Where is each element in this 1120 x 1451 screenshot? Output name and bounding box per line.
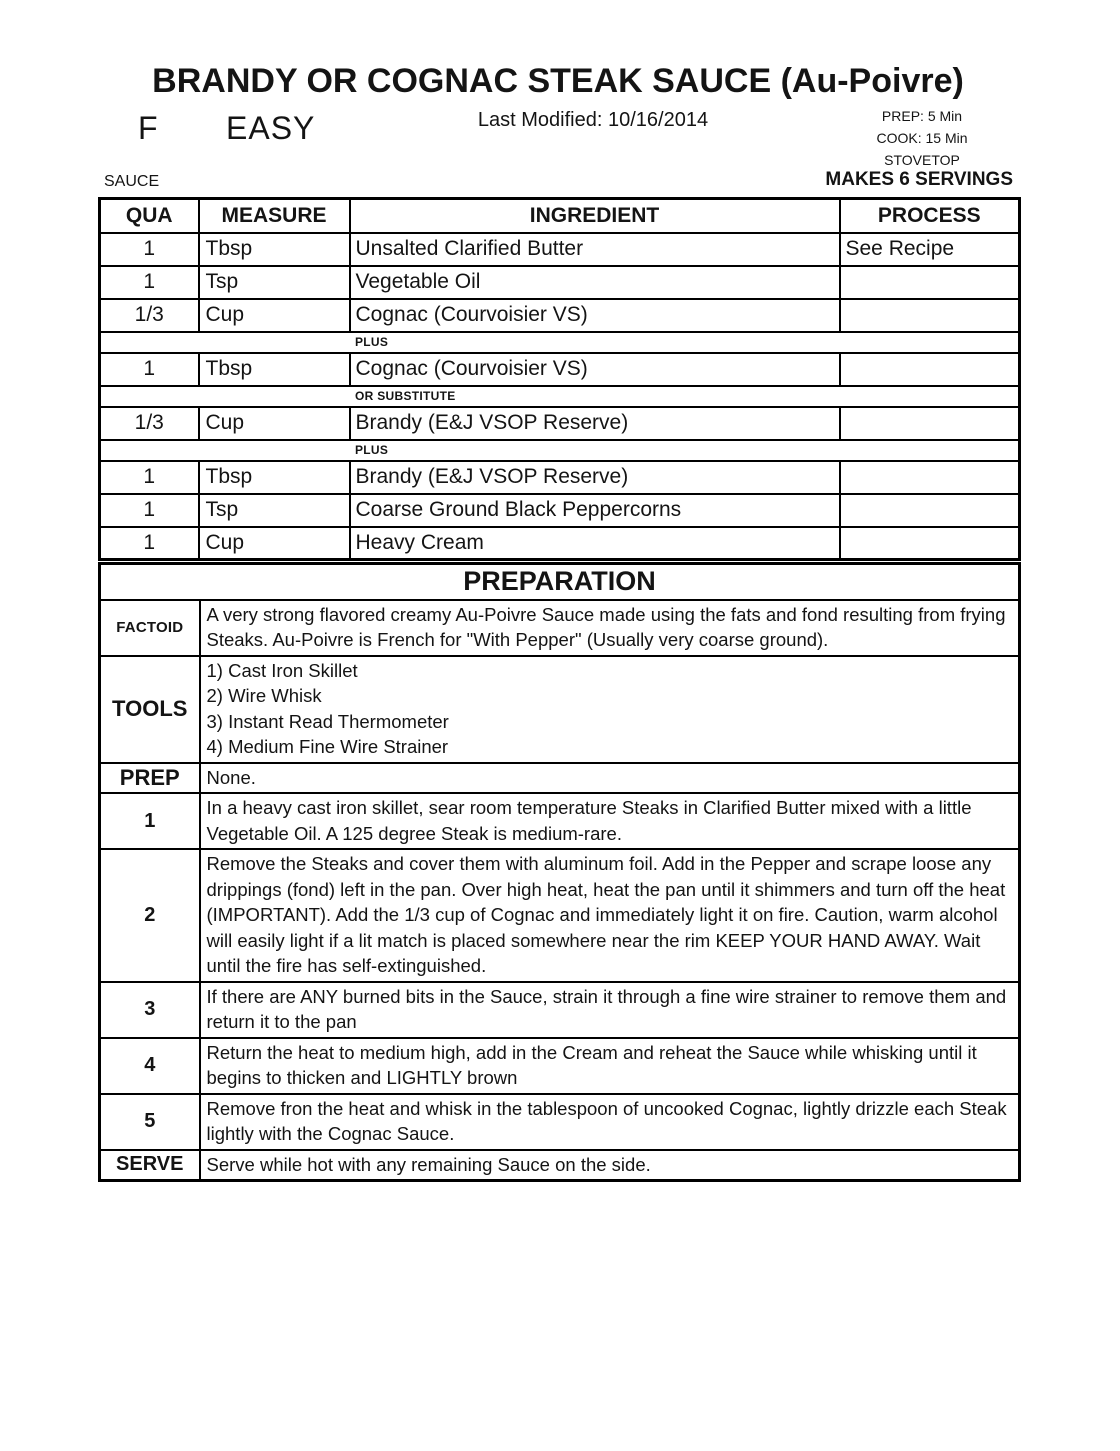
- ingredient-row: [100, 299, 1020, 332]
- step-text: If there are ANY burned bits in the Sauce, strain it through a fine wire strainer to remove them and return it to the pan: [200, 982, 1020, 1038]
- tool-item: 1) Cast Iron Skillet: [206, 659, 358, 681]
- qty-cell: 1: [100, 527, 199, 560]
- measure-cell: Cup: [199, 527, 350, 560]
- serve-text: Serve while hot with any remaining Sauce on the side.: [200, 1150, 1020, 1181]
- tools-list: [200, 656, 1020, 763]
- tools-row: [100, 656, 1020, 763]
- step-row: [100, 793, 1020, 849]
- prep-label: PREP: [100, 763, 200, 794]
- ingredient-cell: Unsalted Clarified Butter: [350, 233, 840, 266]
- tool-item: 4) Medium Fine Wire Strainer: [206, 736, 449, 757]
- step-text: In a heavy cast iron skillet, sear room temperature Steaks in Clarified Butter mixed with a little Vegetable Oil. A 125 degree Steak is medium-rare.: [200, 793, 1020, 849]
- ingredient-cell: Brandy (E&J VSOP Reserve): [350, 461, 840, 494]
- process-cell: See Recipe: [840, 233, 1020, 266]
- factoid-text: A very strong flavored creamy Au-Poivre Sauce made using the fats and fond resulting from frying Steaks. Au-Poivre is French for "With Pepper" (Usually very coarse ground).: [200, 600, 1020, 656]
- difficulty-label: EASY: [226, 110, 316, 146]
- last-modified: Last Modified: 10/16/2014: [477, 109, 709, 131]
- ingredient-row: [100, 233, 1020, 266]
- separator-label: OR SUBSTITUTE: [100, 386, 1020, 407]
- grade-label: F: [138, 110, 158, 146]
- measure-cell: Tbsp: [199, 353, 350, 386]
- step-row: [100, 1094, 1020, 1150]
- process-cell: [840, 353, 1020, 386]
- prep-text: None.: [200, 763, 1020, 794]
- step-number: 3: [100, 982, 200, 1038]
- measure-cell: Tbsp: [199, 233, 350, 266]
- process-cell: [840, 407, 1020, 440]
- ingredient-cell: Brandy (E&J VSOP Reserve): [350, 407, 840, 440]
- step-number: 4: [100, 1038, 200, 1094]
- ingredient-cell: Cognac (Courvoisier VS): [350, 353, 840, 386]
- cook-method: STOVETOP: [884, 152, 960, 168]
- prep-row: [100, 763, 1020, 794]
- ingredient-cell: Cognac (Courvoisier VS): [350, 299, 840, 332]
- measure-cell: Cup: [199, 407, 350, 440]
- step-text: Remove the Steaks and cover them with aluminum foil. Add in the Pepper and scrape loose any drippings (fond) left in the pan. Over high heat, heat the pan until it shimmers and turn off the heat (IMPORTANT). Add the 1/3 cup of Cognac and immediately light it on fire. Caution, warm alcohol will easily light if a lit match is placed somewhere near the rim KEEP YOUR HAND AWAY. Wait until the fire has self-extinguished.: [200, 849, 1020, 982]
- process-cell: [840, 494, 1020, 527]
- tools-label: TOOLS: [100, 656, 200, 763]
- ingredient-row: [100, 527, 1020, 560]
- measure-cell: Tbsp: [199, 461, 350, 494]
- measure-cell: Cup: [199, 299, 350, 332]
- step-text: Remove fron the heat and whisk in the tablespoon of uncooked Cognac, lightly drizzle each Steak lightly with the Cognac Sauce.: [200, 1094, 1020, 1150]
- ingredient-row: [100, 407, 1020, 440]
- measure-cell: Tsp: [199, 266, 350, 299]
- col-header-process: PROCESS: [840, 199, 1020, 233]
- ingredients-header-row: [100, 199, 1020, 233]
- qty-cell: 1: [100, 233, 199, 266]
- ingredient-row: [100, 494, 1020, 527]
- preparation-title: PREPARATION: [100, 564, 1020, 600]
- ingredient-cell: Heavy Cream: [350, 527, 840, 560]
- time-info: [822, 105, 1022, 171]
- qty-cell: 1/3: [100, 407, 199, 440]
- preparation-title-row: [100, 564, 1020, 600]
- col-header-measure: MEASURE: [199, 199, 350, 233]
- ingredient-cell: Vegetable Oil: [350, 266, 840, 299]
- step-row: [100, 982, 1020, 1038]
- process-cell: [840, 266, 1020, 299]
- process-cell: [840, 461, 1020, 494]
- tool-item: 2) Wire Whisk: [206, 685, 322, 706]
- serve-label: SERVE: [100, 1150, 200, 1181]
- step-number: 5: [100, 1094, 200, 1150]
- tool-item: 3) Instant Read Thermometer: [206, 710, 449, 732]
- ingredients-table: [98, 197, 1021, 561]
- ingredient-row: [100, 353, 1020, 386]
- qty-cell: 1: [100, 353, 199, 386]
- qty-cell: 1/3: [100, 299, 199, 332]
- step-row: [100, 1038, 1020, 1094]
- factoid-row: [100, 600, 1020, 656]
- separator-row: [100, 386, 1020, 407]
- preparation-table: [98, 562, 1021, 1182]
- qty-cell: 1: [100, 461, 199, 494]
- qty-cell: 1: [100, 494, 199, 527]
- ingredient-row: [100, 461, 1020, 494]
- col-header-qua: QUA: [100, 199, 199, 233]
- separator-row: [100, 332, 1020, 353]
- prep-time: PREP: 5 Min: [881, 108, 963, 124]
- process-cell: [840, 299, 1020, 332]
- separator-row: [100, 440, 1020, 461]
- step-number: 2: [100, 849, 200, 982]
- process-cell: [840, 527, 1020, 560]
- separator-label: PLUS: [100, 440, 1020, 461]
- serve-row: [100, 1150, 1020, 1181]
- col-header-ingredient: INGREDIENT: [350, 199, 840, 233]
- separator-label: PLUS: [100, 332, 1020, 353]
- ingredient-cell: Coarse Ground Black Peppercorns: [350, 494, 840, 527]
- servings-label: MAKES 6 SERVINGS: [825, 169, 1013, 190]
- measure-cell: Tsp: [199, 494, 350, 527]
- step-number: 1: [100, 793, 200, 849]
- step-row: [100, 849, 1020, 982]
- cook-time: COOK: 15 Min: [876, 130, 968, 146]
- step-text: Return the heat to medium high, add in the Cream and reheat the Sauce while whisking until it begins to thicken and LIGHTLY brown: [200, 1038, 1020, 1094]
- factoid-label: FACTOID: [100, 600, 200, 656]
- ingredient-row: [100, 266, 1020, 299]
- category-label: SAUCE: [104, 173, 160, 190]
- qty-cell: 1: [100, 266, 199, 299]
- recipe-title: BRANDY OR COGNAC STEAK SAUCE (Au-Poivre): [152, 62, 964, 100]
